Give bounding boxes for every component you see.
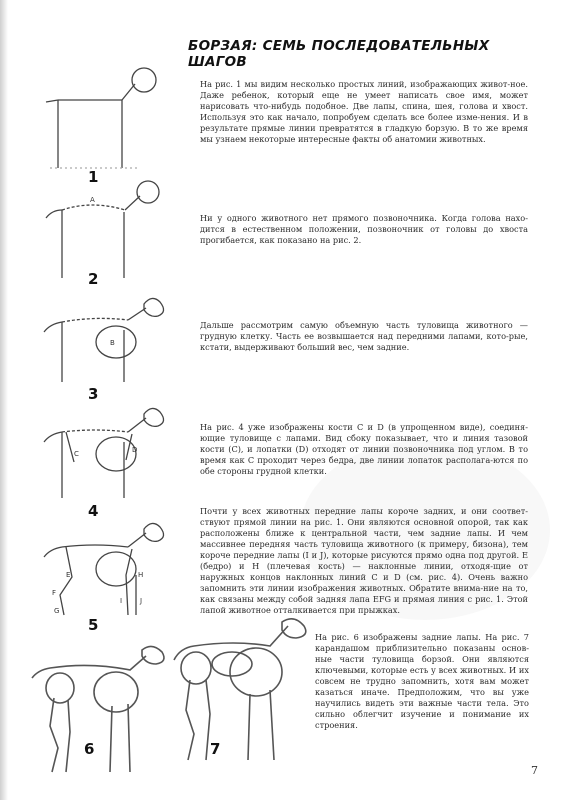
figure-3-chest [40,290,180,394]
letter-g: G [54,607,60,615]
letter-c: C [74,450,79,458]
paragraph-1: На рис. 1 мы видим несколько простых линий, изображающих живот-ное. Даже ребенок, который еще не умеет написать свое имя, может нарисовать что-нибудь подобное. Две лапы, спина, шея, голова и хвост. Используя это как начало, попробуем сделать все более изме-нения. И в результате прямые линии превратятся в гладкую борзую. В то же время мы узнаем некоторые интересные факты об анатомии животных. [200,79,528,144]
figure-2-label: 2 [88,270,99,288]
letter-h: H [138,571,144,579]
figure-3-label: 3 [88,385,99,403]
letter-f: F [52,589,57,597]
figure-2-curved-spine [40,180,180,294]
letter-j: J [140,597,143,605]
page-number: 7 [531,764,538,777]
figure-6-label: 6 [84,740,95,758]
figure-7-greyhound-volumes [170,618,310,772]
paragraph-3: Дальше рассмотрим самую объемную часть туловища животного — грудную клетку. Часть ее возвышается над передними лапами, кото-рые, кстати, выдерживают больший вес, чем задние. [200,320,528,352]
letter-i: I [120,597,123,605]
letter-d: D [132,446,138,454]
paragraph-5: Почти у всех животных передние лапы короче задних, и они соответ-ствуют прямой линии на рис. 1. Они являются основной опорой, так как расположены ближе к центральной части, чем задние лапы. И чем массивнее передняя часть туловища животного (к примеру, бизона), тем короче передние лапы (I и J), которые рисуются прямо одна под другой. E (бедро) и H (плечевая кость) — наклонные линии, отходя-щие от наружных концов наклонных линий C и D (см. рис. 4). Очень важно запомнить эти линии изображения животных. Обратите внима-ние на то, как связаны между собой задняя лапа EFG и прямая линия с рис. 1. Этой лапой животное отталкивается при прыжках. [200,506,528,615]
letter-e: E [66,571,71,579]
figure-1-label: 1 [88,168,99,186]
figure-6-greyhound-sketch [30,640,170,784]
figure-1-stick-dog [40,60,180,184]
paragraph-6: На рис. 6 изображены задние лапы. На рис. 7 карандашом приблизительно показаны основ-ные части туловища борзой. Они являются ключевыми, которые есть у всех животных. И их совсем не трудно запомнить, хотя вам может казаться иначе. Предположим, что вы уже научились видеть эти важные части тела. Это сильно облегчит изучение и понимание их строения. [315,632,529,730]
figure-5-legs [40,515,180,629]
figure-4-bones [40,400,180,509]
page-edge-shadow [0,0,8,800]
page-title: БОРЗАЯ: СЕМЬ ПОСЛЕДОВАТЕЛЬНЫХ ШАГОВ [188,38,490,70]
paragraph-4: На рис. 4 уже изображены кости C и D (в упрощенном виде), соединя-ющие туловище с лапами. Вид сбоку показывает, что и линия тазовой кости (C), и лопатки (D) отходят от линии позвоночника под углом. В то время как C проходит через бедра, две линии лопаток располага-ются по обе стороны грудной клетки. [200,422,528,476]
letter-b: B [110,339,115,347]
letter-a: A [90,196,95,204]
paragraph-2: Ни у одного животного нет прямого позвоночника. Когда голова нахо-дится в естественном положении, позвоночник от головы до хвоста прогибается, как показано на рис. 2. [200,213,528,245]
figure-7-label: 7 [210,740,221,758]
figure-4-label: 4 [88,502,99,520]
figure-5-label: 5 [88,616,99,634]
